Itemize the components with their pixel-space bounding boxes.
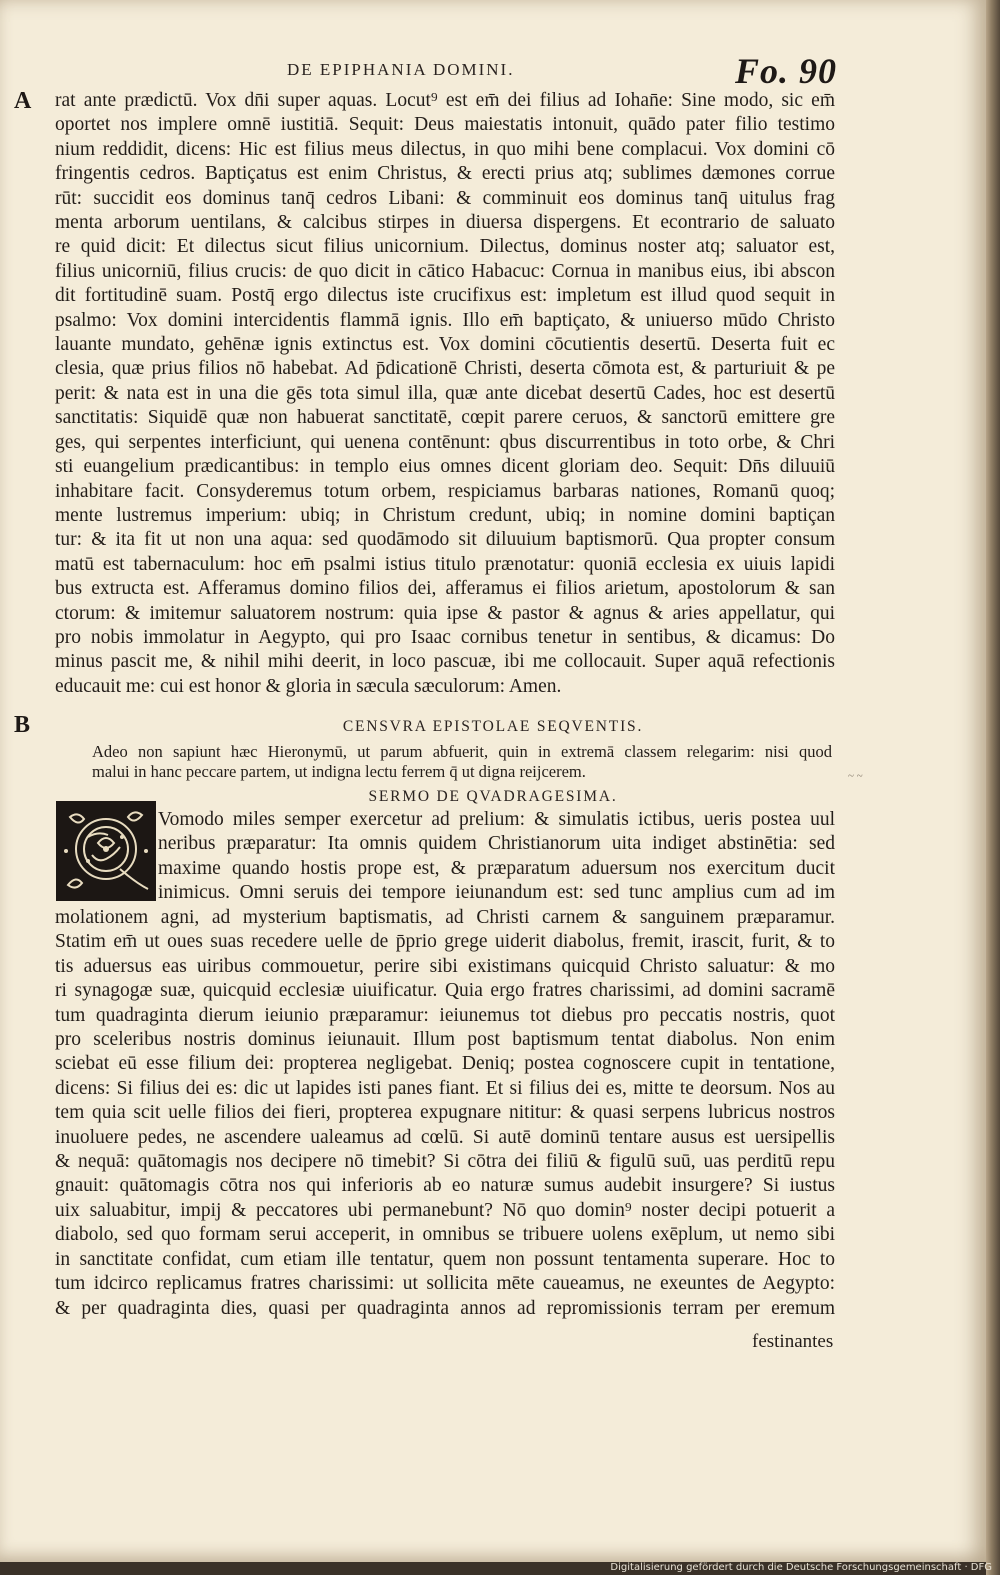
text-line: Adeo non sapiunt hæc Hieronymū, ut parum abfuerit, quin in extremā classem relegarim: nisi quod: [92, 742, 832, 761]
text-line: malui in hanc peccare partem, ut indigna lectu ferrem q̄ ut digna reijcerem.: [92, 762, 586, 781]
margin-marker-b: B: [14, 712, 31, 738]
text-line: inimicus. Omni seruis dei tempore ieiunandum est: sed tunc amplius cum ad im: [158, 882, 835, 904]
text-line: ges, qui serpentes interficiunt, qui uenena contēnunt: qbus discurrentibus in toto orbe, & Chri: [55, 431, 835, 453]
digitization-credit: Digitalisierung gefördert durch die Deutsche Forschungsgemeinschaft · DFG: [610, 1562, 992, 1573]
page-header: [0, 52, 986, 92]
text-line: fringentis cedros. Baptiçatus est enim Christus, & erecti prius atq; sublimes dæmones corrue: [55, 163, 835, 185]
running-title: DE EPIPHANIA DOMINI.: [287, 60, 515, 79]
text-line: psalmo: Vox domini intercidentis flammā ignis. Illo em̄ baptiçato, & uniuerso mūdo Christo: [55, 309, 835, 331]
text-line: minus pascit me, & nihil mihi deerit, in loco pascuæ, ibi me collocauit. Super aquā refectionis: [55, 651, 835, 673]
text-line: filius unicorniū, filius crucis: de quo dicit in cātico Habacuc: Cornua in manibus eius, ibi abscon: [55, 260, 835, 282]
text-line: pro nobis immolatur in Aegypto, qui pro Isaac cornibus tenetur in sentibus, & dicamus: Do: [55, 626, 835, 648]
floral-initial-q-icon: [58, 803, 154, 899]
sermo-heading: SERMO DE QVADRAGESIMA.: [368, 788, 618, 805]
censura-text: [92, 742, 832, 782]
text-line: Vomodo miles semper exercetur ad prelium: & simulatis ictibus, ueris postea uul: [158, 809, 835, 830]
text-line: inuoluere pedes, ne ascendere ualeamus ad cœlū. Si autē dominū tentare ausus est uersipellis: [55, 1126, 835, 1148]
text-line: sanctitatis: Siquidē quæ non habuerat sanctitatē, cœpit parere ceruos, & sanctorū emittere gre: [55, 407, 835, 429]
text-line: uix saluabitur, impij & peccatores ubi permanebunt? Nō quo domin⁹ noster decipi potuerit a: [55, 1199, 835, 1221]
text-line: tum quadraginta dierum ieiunio præparamur: ieiunemus tot diebus pro peccatis nostris, quot: [55, 1004, 835, 1026]
folio-number: Fo. 90: [735, 51, 838, 91]
text-line: mente lustremus imperium: ubiq; in Christum credunt, ubiq; in nomine domini baptiçan: [55, 504, 835, 526]
text-line: diabolo, sed quo formam serui acceperit, in omnibus se tribuere uolens exēplum, ut nemo sibi: [55, 1224, 835, 1246]
text-line: dit fortitudinē suam. Postq̄ ergo dilectus iste crucifixus est: impletum est illud quod sequit in: [55, 285, 835, 307]
decorated-initial-q: [56, 801, 156, 901]
text-line: tur: & ita fit ut non una aqua: sed quodāmodo sit diluuium baptismorū. Qua propter consum: [55, 529, 835, 551]
text-line: in sanctitate confidat, cum etiam ille tentatur, quem non possunt tentamenta superare. Hoc to: [55, 1248, 835, 1270]
text-line: oportet nos implere omnē iustitiā. Sequit: Deus maiestatis intonuit, quādo pater filio testimo: [55, 114, 835, 136]
censura-heading: CENSVRA EPISTOLAE SEQVENTIS.: [342, 718, 644, 735]
text-line: sti euangelium prædicantibus: in templo eius omnes dicent gloriam deo. Sequit: Dn̄s diluuiū: [55, 456, 835, 478]
text-line: Statim em̄ ut oues suas recedere uelle de p̄prio grege uiderit diabolus, fremit, irascit, furit, & to: [55, 931, 835, 953]
text-line: perit: & nata est in una die gēs tota simul illa, quæ ante dicebat desertū Cades, hoc est desertū: [55, 382, 835, 404]
text-line: rat ante prædictū. Vox dn̄i super aquas. Locut⁹ est em̄ dei filius ad Iohan̄e: Sine modo, sic em̄: [55, 90, 835, 111]
text-line: bus extructa est. Afferamus domino filios dei, afferamus ei filios arietum, apostolorum & san: [55, 578, 835, 600]
text-line: & per quadraginta dies, quasi per quadraginta annos ad repromissionis terram per eremum: [55, 1297, 835, 1319]
text-line: rūt: succidit eos dominus tanq̄ cedros Libani: & comminuit eos dominus tanq̄ uitulus frag: [55, 187, 835, 209]
text-line: clesia, quæ prius filios nō habebat. Ad p̄dicationē Christi, deserta cōmota est, & parturiuit & pe: [55, 358, 835, 380]
catchword: festinantes: [752, 1331, 834, 1352]
text-line: & nequā: quātomagis nos decipere nō timebit? Si cōtra dei filiū & figulū suū, uas perditū repu: [55, 1151, 835, 1173]
text-line: pro sceleribus nostris dominus ieiunauit. Illum post baptismum tentat diabolus. Non enim: [55, 1029, 835, 1051]
text-line: tem quia scit uelle filios dei fieri, propterea expugnare nititur: & quasi serpens lubricus nostros: [55, 1102, 835, 1124]
margin-marker-a: A: [14, 88, 32, 114]
text-line: nium reddidit, dicens: Hic est filius meus dilectus, in quo mihi bene complacui. Vox domini cō: [55, 138, 835, 160]
section-a-text: [55, 89, 835, 699]
sermo-text: [55, 906, 835, 1321]
text-line: tum idcirco replicamus fratres charissimi: ut sollicita mēte caueamus, ne exeuntes de Aegypto:: [55, 1273, 835, 1295]
text-line: lauante mundato, gehēnæ ignis extinctus est. Vox domini cōcutientis desertū. Deserta fuit ec: [55, 334, 835, 356]
text-line: inhabitare facit. Consyderemus totum orbem, respiciamus barbaras nationes, Romanū quoq;: [55, 480, 835, 502]
sermo-opening-lines: [158, 808, 835, 906]
ink-smudge: ~ ~: [848, 770, 863, 782]
text-line: re quid dicit: Et dilectus sicut filius unicornium. Dilectus, dominus noster atq; saluator est,: [55, 236, 835, 258]
text-line: neribus præparatur: Ita omnis quidem Christianorum uita indiget abstinētia: sed: [158, 833, 835, 855]
text-line: tis aduersus eas uiribus commouetur, perire sibi existimans quicquid Christo saluatur: & mo: [55, 955, 835, 977]
text-line: ctorum: & imitemur saluatorem nostrum: quia ipse & pastor & agnus & aries appellatur, qui: [55, 602, 835, 624]
text-line: educauit me: cui est honor & gloria in sæcula sæculorum: Amen.: [55, 675, 562, 697]
text-line: sciebat eū esse filium dei: propterea negligebat. Deniq; postea cognoscere cupit in tentatione,: [55, 1053, 835, 1075]
text-line: matū est tabernaculum: hoc em̄ psalmi istius titulo prænotatur: quoniā ecclesia ex uiuis lapidi: [55, 553, 835, 575]
text-line: gnauit: quātomagis cōtra nos qui inferioris ab eo naturæ sumus audebit insurgere? Si iustus: [55, 1175, 835, 1197]
text-line: ri synagogæ suæ, quicquid ecclesiæ uiuificatur. Quia ergo fratres charissimi, ad domini sacramē: [55, 980, 835, 1002]
page-edge: [986, 0, 1000, 1575]
text-line: molationem agni, ad mysterium baptismatis, ad Christi carnem & sanguinem præparamur.: [55, 907, 835, 928]
text-line: menta arborum uentilans, & calcibus stirpes in diuersa dispergens. Et econtrario de saluato: [55, 212, 835, 234]
text-line: dicens: Si filius dei es: dic ut lapides isti panes fiant. Et si filius dei es, mitte te deorsum. Nos au: [55, 1077, 835, 1099]
text-line: maxime quando hostis prope est, & præparatum aduersum nos exercitum ducit: [158, 857, 835, 879]
